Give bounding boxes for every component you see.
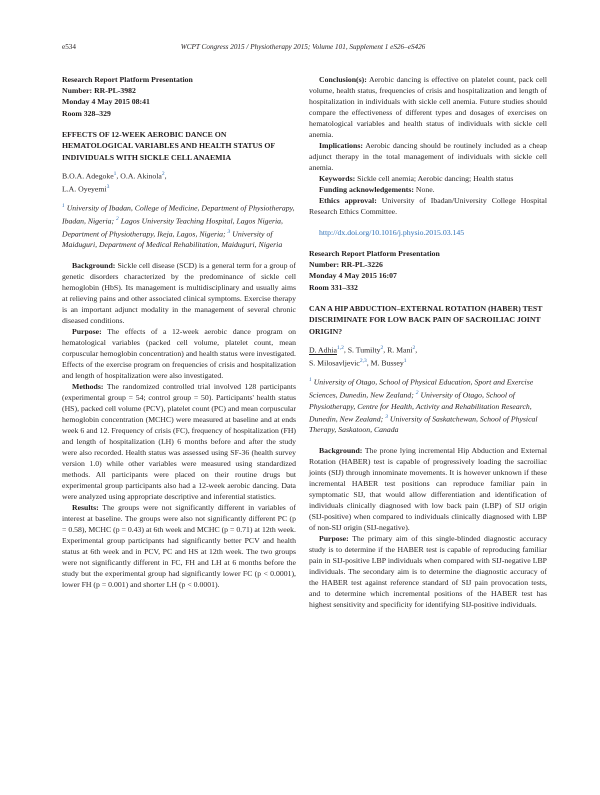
- article1-authors: B.O.A. Adegoke$^1$, O.A. Akinola$^2$, L.A. Oyeyemi$^3$: [62, 171, 167, 194]
- article1-title: EFFECTS OF 12-WEEK AEROBIC DANCE ON HEMATOLOGICAL VARIABLES AND HEALTH STATUS OF INDIVIDUALS WITH SICKLE CELL ANAEMIA: [62, 129, 275, 162]
- author: D. Adhia: [309, 345, 337, 355]
- article2-authors: D. Adhia$^{1,2}$, S. Tumilty$^2$, R. Mani$^2$, S. Milosavljevic$^{2,3}$, M. Bussey$^1$: [309, 345, 418, 368]
- presentation-type: Research Report Platform Presentation: [62, 75, 193, 84]
- article1-keywords: Keywords: Sickle cell anemia; Aerobic dancing; Health status: [319, 174, 514, 183]
- article1-implications: Implications: Aerobic dancing should be routinely included as a cheap adjunct therapy in the total management of individuals with sickle cell anemia.: [309, 141, 548, 172]
- page-number: e534: [62, 43, 76, 51]
- room: Room 328–329: [62, 108, 111, 118]
- journal-citation: WCPT Congress 2015 / Physiotherapy 2015; Volume 101, Supplement 1 eS26–eS426: [180, 43, 426, 51]
- author: S. Milosavljevic: [309, 358, 360, 368]
- article1-ethics: Ethics approval: University of Ibadan/University College Hospital Research Ethics Committee.: [309, 196, 548, 216]
- running-header: [62, 43, 544, 55]
- article1-purpose: Purpose: The effects of a 12-week aerobic dance program on hematological variables (packed cell volume, platelet count, mean corpuscular hemoglobin concentration) and health status were investigated. Effects of the exercise program on frequencies of crisis and hospitalization and length of hospitalization were also investigated.: [62, 327, 296, 381]
- article1-meta: [62, 74, 296, 119]
- report-number: Number: RR-PL-3226: [309, 260, 383, 270]
- article2-affiliations: $^1$ University of Otago, School of Physical Education, Sport and Exercise Sciences, Dunedin, New Zealand; $^2$ University of Otago, School of Physiotherapy, Centre for Health, Activity and Rehabilitation Research, Dunedin, New Zealand; $^3$ University of Saskatchewan, School of Physical Therapy, Saskatoon, Canada: [309, 377, 538, 435]
- author: L.A. Oyeyemi: [62, 184, 107, 194]
- report-number: Number: RR-PL-3982: [62, 86, 136, 96]
- article2-purpose: Purpose: The primary aim of this single-blinded diagnostic accuracy study is to determine if the HABER test is capable of reproducing familiar pain in SIJ-positive LBP individuals when compared with SIJ-negative LBP individuals. The secondary aim is to determine the diagnostic accuracy of the HABER test against reference standard of SIJ pain provocation tests, and to determine which incremental positions of the HABER test has highest sensitivity and specificity for identifying SIJ-positive individuals.: [309, 534, 547, 610]
- article2-title: CAN A HIP ABDUCTION–EXTERNAL ROTATION (HABER) TEST DISCRIMINATE FOR LOW BACK PAIN OF SACROILIAC JOINT ORIGIN?: [309, 303, 543, 336]
- session-time: Monday 4 May 2015 08:41: [62, 97, 150, 107]
- article1-background: Background: Sickle cell disease (SCD) is a general term for a group of genetic disorders characterized by the predominance of sickle cell hemoglobin (HbS). Its management is multidisciplinary and usually aims at relieving pains and other associated clinical symptoms. Exercise therapy is an important adjunct modality in the management of several chronic diseased conditions.: [62, 261, 296, 326]
- article1-funding: Funding acknowledgements: None.: [319, 185, 435, 194]
- left-column: [62, 74, 296, 590]
- article1-affiliations: $^1$ University of Ibadan, College of Medicine, Department of Physiotherapy, Ibadan, Nigeria; $^2$ Lagos University Teaching Hospital, Lagos Nigeria, Department of Physiotherapy, Ikeja, Lagos, Nigeria; $^3$ University of Maiduguri, Department of Medical Rehabilitation, Maiduguri, Nigeria: [62, 203, 295, 250]
- right-column: [309, 74, 547, 610]
- author: B.O.A. Adegoke: [62, 171, 114, 181]
- presentation-type: Research Report Platform Presentation: [309, 249, 440, 258]
- article2-background: Background: The prone lying incremental Hip Abduction and External Rotation (HABER) test is capable of progressively loading the sacroiliac joints (SIJ) through innominate movements. It is however unknown if these incremental HABER test positions can reproduce familiar pain in symptomatic SIJ, that would allow differentiation and identification of individuals clinically diagnosed with low back pain (LBP) of SIJ origin (SIJ-positive) when compared to individuals clinically diagnosed with LBP of non-SIJ origin (SIJ-negative).: [309, 446, 547, 533]
- article2-meta: [309, 248, 547, 293]
- author: O.A. Akinola: [120, 171, 162, 181]
- author: S. Tumilty: [347, 345, 381, 355]
- author: R. Mani: [387, 345, 413, 355]
- article1-methods: Methods: The randomized controlled trial involved 128 participants (experimental group = 54; control group = 50). Participants' health status (HS), packed cell volume (PCV), platelet count (PC) and mean corpuscular hemoglobin concentration (MCHC) were measured at baseline and at ends week 6 and 12. Frequency of crisis (FC), frequency of hospitalization (FH) and length of hospitalization (LH) 6 months before and after the study were also recorded. Health status was assessed using SF-36 (health survey version 1.0) while other variables were measured using standardized methods. All participants were placed on their routine drugs but experimental group participants also had a 12-week aerobic dancing. Data were analyzed using appropriate descriptive and inferential statistics.: [62, 382, 296, 502]
- author: M. Bussey: [370, 358, 404, 368]
- article1-results: Results: The groups were not significantly different in variables of interest at baseline. The groups were also not significantly different PC (p = 0.58), MCHC (p = 0.43) at 6th week and MCHC (p = 0.71) at 12th week. Experimental group participants had significantly better PCV and health status at 6th week and in PCV, PC and HS at 12th week. The two groups were not significantly different in FC, FH and LH at 6 months before the study but the experimental group had significantly lower FC (p < 0.0001), lower FH (p = 0.001) and shorter LH (p < 0.0001).: [62, 503, 296, 590]
- doi-link[interactable]: http://dx.doi.org/10.1016/j.physio.2015.03.145: [319, 228, 465, 237]
- article1-conclusions: Conclusion(s): Aerobic dancing is effective on platelet count, pack cell volume, health status, frequencies of crisis and hospitalization and length of hospitalization in individuals with sickle cell anemia. Future studies should compare the effectiveness of different types and dosages of exercises on hematological variables and health status of individuals with sickle cell anemia.: [309, 75, 548, 139]
- room: Room 331–332: [309, 282, 358, 292]
- session-time: Monday 4 May 2015 16:07: [309, 271, 397, 281]
